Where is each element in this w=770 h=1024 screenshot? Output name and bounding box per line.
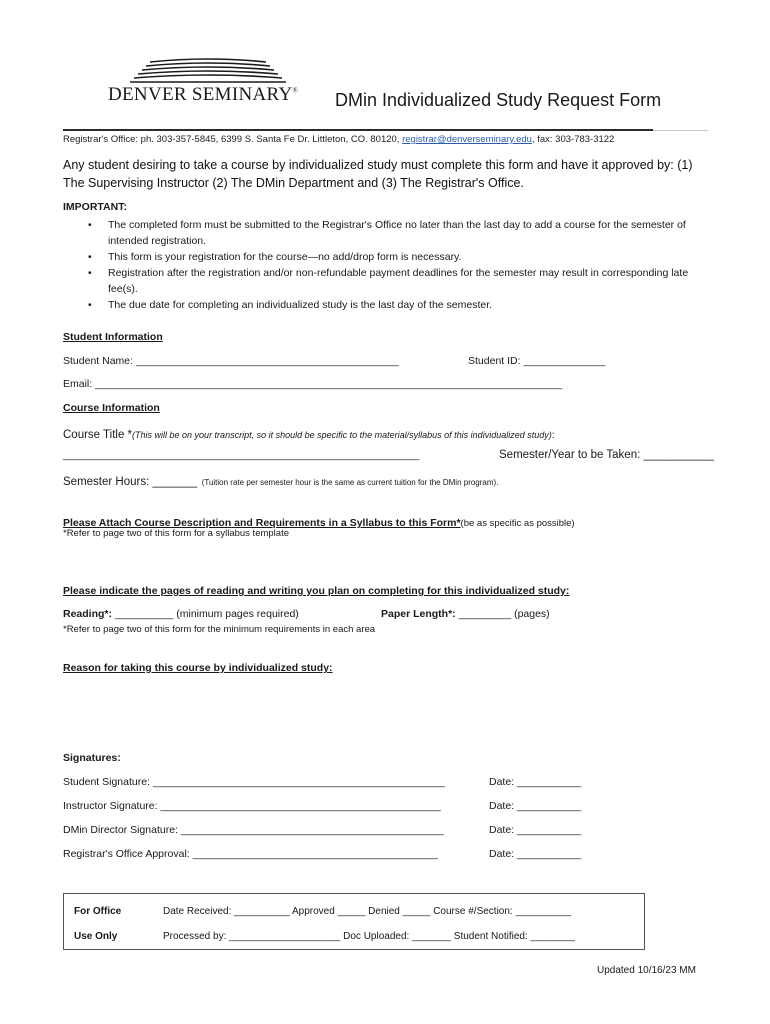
student-signature-field[interactable]: Student Signature: __________________________________________________ (63, 776, 445, 788)
reason-heading: Reason for taking this course by individualized study: (63, 662, 333, 674)
director-signature-field[interactable]: DMin Director Signature: _____________________________________________ (63, 824, 444, 836)
updated-stamp: Updated 10/16/23 MM (597, 965, 696, 976)
instructor-date-field[interactable]: Date: ___________ (489, 800, 582, 812)
syllabus-heading: Please Attach Course Description and Requirements in a Syllabus to this Form* (63, 517, 461, 529)
office-label-2: Use Only (74, 931, 118, 942)
reading-field[interactable]: Reading*: __________ (minimum pages required) (63, 608, 299, 620)
header-divider-thin (653, 130, 708, 131)
important-label: IMPORTANT: (63, 201, 127, 213)
office-use-box (63, 893, 645, 950)
student-date-field[interactable]: Date: ___________ (489, 776, 582, 788)
semester-hours-field[interactable]: Semester Hours: _______ (63, 476, 198, 488)
semester-hours-row (63, 472, 498, 490)
pages-heading: Please indicate the pages of reading and writing you plan on completing for this individualized study: (63, 585, 570, 597)
office-label-1: For Office (74, 906, 122, 917)
instructor-signature-field[interactable]: Instructor Signature: ________________________________________________ (63, 800, 441, 812)
syllabus-heading-row: Please Attach Course Description and Requirements in a Syllabus to this Form*(be as specific as possible) (63, 517, 575, 529)
list-item: • The due date for completing an individualized study is the last day of the semester. (88, 297, 698, 313)
office-row-1[interactable]: Date Received: __________ Approved _____ Denied _____ Course #/Section: __________ (163, 906, 572, 917)
email-field[interactable]: Email: ________________________________________________________________________________ (63, 378, 563, 390)
semester-year-field[interactable]: Semester/Year to be Taken: ___________ (499, 449, 714, 461)
list-item: • Registration after the registration and/or non-refundable payment deadlines for the semester may result in corresponding late fee(s). (88, 265, 698, 297)
course-title-field[interactable]: _____________________________________________________________ (63, 449, 420, 461)
contact-line: Registrar's Office: ph. 303-357-5845, 6399 S. Santa Fe Dr. Littleton, CO. 80120, registrar@denverseminary.edu, fax: 303-783-3122 (63, 134, 615, 145)
reason-textarea[interactable] (63, 680, 703, 744)
registrar-date-field[interactable]: Date: ___________ (489, 848, 582, 860)
office-row-2[interactable]: Processed by: ____________________ Doc Uploaded: _______ Student Notified: ________ (163, 931, 575, 942)
pages-note: *Refer to page two of this form for the minimum requirements in each area (63, 624, 376, 635)
header-divider (63, 129, 653, 131)
student-name-field[interactable]: Student Name: _____________________________________________ (63, 355, 399, 367)
intro-paragraph: Any student desiring to take a course by individualized study must complete this form and have it approved by: (1) The Supervising Instructor (2) The DMin Department and (3) The Registrar's Office. (63, 158, 693, 190)
student-id-field[interactable]: Student ID: ______________ (468, 355, 606, 367)
logo-wordmark: DENVER SEMINARY® (108, 84, 299, 105)
registrar-email-link[interactable]: registrar@denverseminary.edu (402, 134, 532, 145)
list-item: • The completed form must be submitted to the Registrar's Office no later than the last day to add a course for the semester of intended registration. (88, 217, 698, 249)
paper-length-field[interactable]: Paper Length*: _________ (pages) (381, 608, 550, 620)
page-title: DMin Individualized Study Request Form (335, 90, 662, 110)
director-date-field[interactable]: Date: ___________ (489, 824, 582, 836)
signatures-heading: Signatures: (63, 752, 121, 764)
registrar-approval-field[interactable]: Registrar's Office Approval: __________________________________________ (63, 848, 438, 860)
course-title-label: Course Title *(This will be on your transcript, so it should be specific to the material/syllabus of this individualized study): (63, 429, 555, 441)
syllabus-note: *Refer to page two of this form for a syllabus template (63, 528, 289, 539)
list-item: • This form is your registration for the course—no add/drop form is necessary. (88, 249, 698, 265)
student-info-heading: Student Information (63, 331, 163, 343)
important-list (88, 217, 698, 313)
tuition-note: (Tuition rate per semester hour is the same as current tuition for the DMin program). (201, 478, 499, 487)
course-info-heading: Course Information (63, 402, 160, 414)
